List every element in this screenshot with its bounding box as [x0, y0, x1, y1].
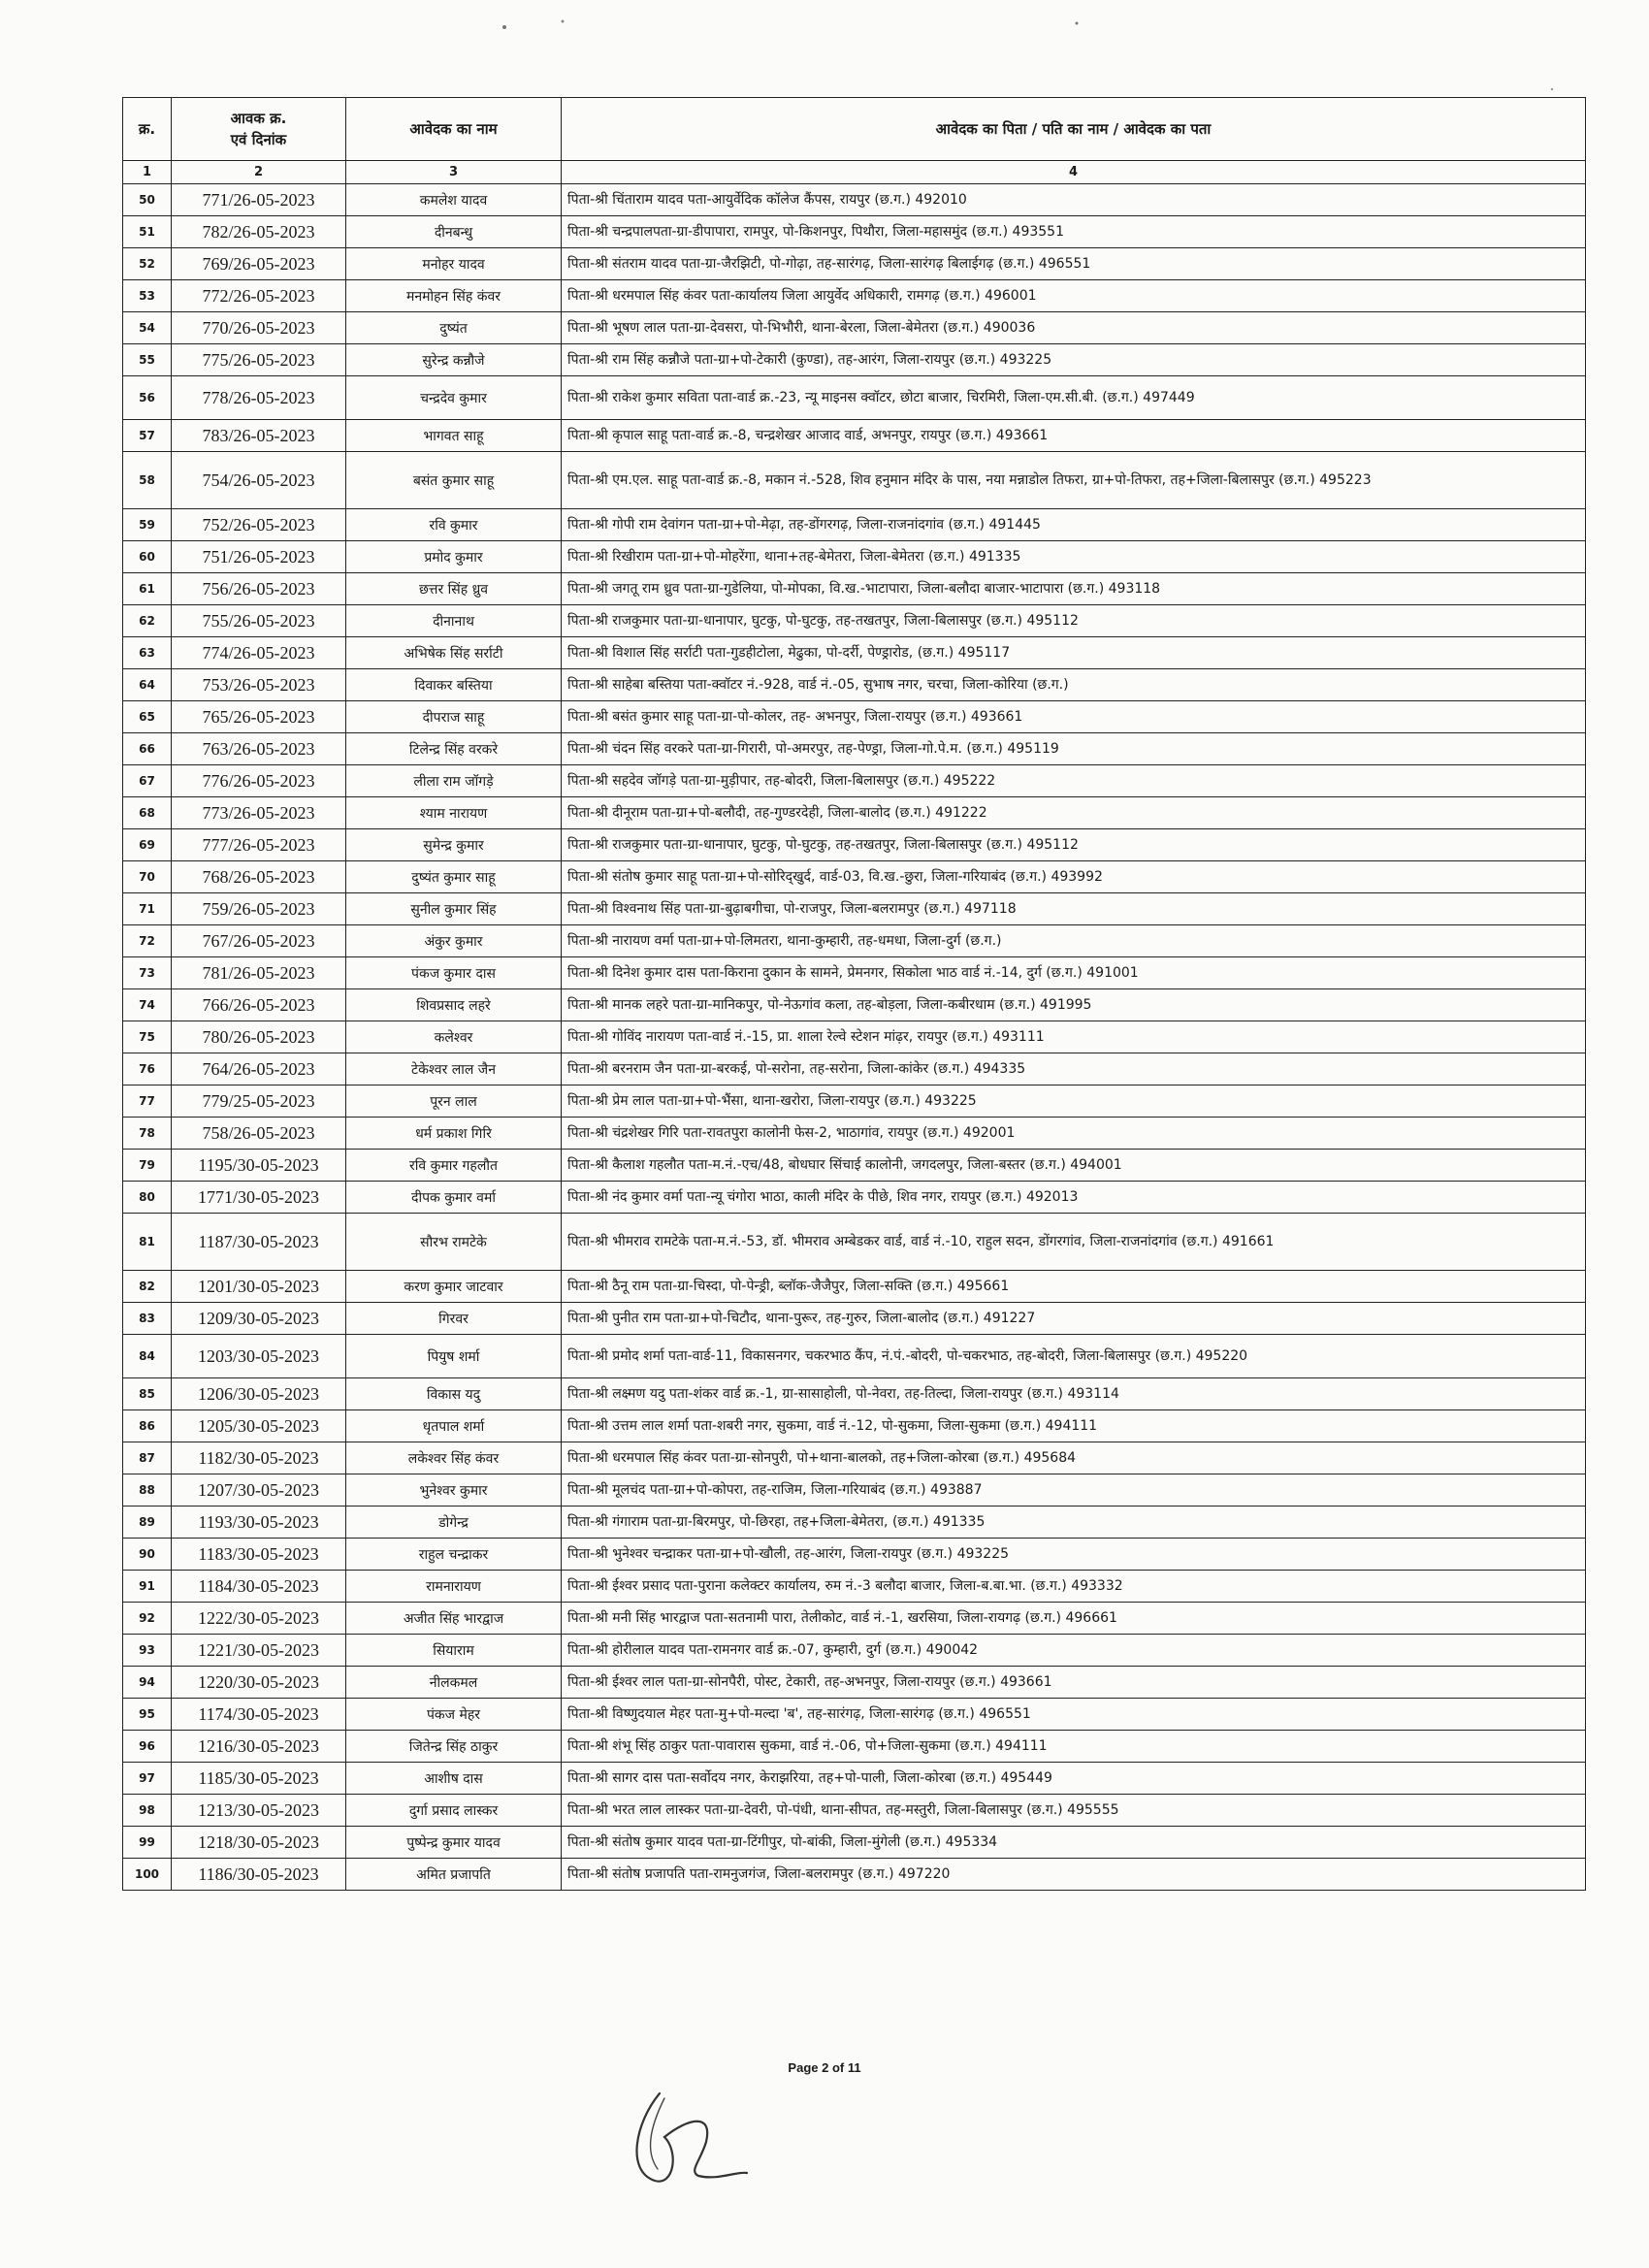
- column-number: 4: [562, 161, 1586, 184]
- applicant-name-cell: अंकुर कुमार: [346, 925, 562, 957]
- serial-number-cell: 66: [123, 733, 172, 765]
- inward-number-cell: 1222/30-05-2023: [172, 1603, 346, 1635]
- table-row: [123, 1442, 1586, 1474]
- table-row: [123, 925, 1586, 957]
- table-row: [123, 669, 1586, 701]
- table-row: [123, 1827, 1586, 1859]
- father-address-cell: पिता-श्री लक्ष्मण यदु पता-शंकर वार्ड क्र.-1, ग्रा-सासाहोली, पो-नेवरा, तह-तिल्दा, जिला-रायपुर (छ.ग.) 493114: [562, 1378, 1586, 1410]
- signature: [621, 2084, 766, 2195]
- inward-number-cell: 782/26-05-2023: [172, 216, 346, 248]
- applicant-name-cell: दीपक कुमार वर्मा: [346, 1182, 562, 1214]
- table-row: [123, 509, 1586, 541]
- inward-number-cell: 1221/30-05-2023: [172, 1635, 346, 1667]
- applicant-name-cell: रवि कुमार गहलौत: [346, 1150, 562, 1182]
- table-row: [123, 829, 1586, 861]
- applicant-name-cell: धर्म प्रकाश गिरि: [346, 1118, 562, 1150]
- inward-number-cell: 780/26-05-2023: [172, 1021, 346, 1053]
- table-row: [123, 184, 1586, 216]
- inward-number-cell: 756/26-05-2023: [172, 573, 346, 605]
- father-address-cell: पिता-श्री उत्तम लाल शर्मा पता-शबरी नगर, सुकमा, वार्ड नं.-12, पो-सुकमा, जिला-सुकमा (छ.ग.) 494111: [562, 1410, 1586, 1442]
- father-address-cell: पिता-श्री गंगाराम पता-ग्रा-बिरमपुर, पो-छिरहा, तह+जिला-बेमेतरा, (छ.ग.) 491335: [562, 1507, 1586, 1539]
- inward-number-cell: 1205/30-05-2023: [172, 1410, 346, 1442]
- serial-number-cell: 72: [123, 925, 172, 957]
- inward-number-cell: 776/26-05-2023: [172, 765, 346, 797]
- inward-number-cell: 1184/30-05-2023: [172, 1571, 346, 1603]
- applicant-name-cell: दुष्यंत कुमार साहू: [346, 861, 562, 893]
- father-address-cell: पिता-श्री भूषण लाल पता-ग्रा-देवसरा, पो-भिभौरी, थाना-बेरला, जिला-बेमेतरा (छ.ग.) 490036: [562, 312, 1586, 344]
- father-address-cell: पिता-श्री संतोष कुमार यादव पता-ग्रा-टिंगीपुर, पो-बांकी, जिला-मुंगेली (छ.ग.) 495334: [562, 1827, 1586, 1859]
- father-address-cell: पिता-श्री मनी सिंह भारद्वाज पता-सतनामी पारा, तेलीकोट, वार्ड नं.-1, खरसिया, जिला-रायगढ़ (छ.ग.) 496661: [562, 1603, 1586, 1635]
- serial-number-cell: 84: [123, 1335, 172, 1378]
- inward-number-cell: 752/26-05-2023: [172, 509, 346, 541]
- father-address-cell: पिता-श्री पुनीत राम पता-ग्रा+पो-चिटौद, थाना-पुरूर, तह-गुरुर, जिला-बालोद (छ.ग.) 491227: [562, 1303, 1586, 1335]
- applicant-name-cell: अजीत सिंह भारद्वाज: [346, 1603, 562, 1635]
- serial-number-cell: 78: [123, 1118, 172, 1150]
- serial-number-cell: 75: [123, 1021, 172, 1053]
- inward-number-cell: 778/26-05-2023: [172, 376, 346, 420]
- inward-number-cell: 1195/30-05-2023: [172, 1150, 346, 1182]
- serial-number-cell: 77: [123, 1085, 172, 1118]
- inward-number-cell: 1201/30-05-2023: [172, 1271, 346, 1303]
- table-row: [123, 1667, 1586, 1699]
- inward-number-cell: 751/26-05-2023: [172, 541, 346, 573]
- father-address-cell: पिता-श्री मूलचंद पता-ग्रा+पो-कोपरा, तह-राजिम, जिला-गरियाबंद (छ.ग.) 493887: [562, 1474, 1586, 1507]
- father-address-cell: पिता-श्री दीनूराम पता-ग्रा+पो-बलौदी, तह-गुण्डरदेही, जिला-बालोद (छ.ग.) 491222: [562, 797, 1586, 829]
- serial-number-cell: 93: [123, 1635, 172, 1667]
- serial-number-cell: 64: [123, 669, 172, 701]
- serial-number-cell: 73: [123, 957, 172, 989]
- applicant-name-cell: डोगेन्द्र: [346, 1507, 562, 1539]
- serial-number-cell: 81: [123, 1214, 172, 1271]
- father-address-cell: पिता-श्री राजकुमार पता-ग्रा-धानापार, घुटकु, पो-घुटकु, तह-तखतपुर, जिला-बिलासपुर (छ.ग.) 495112: [562, 605, 1586, 637]
- inward-number-cell: 770/26-05-2023: [172, 312, 346, 344]
- father-address-cell: पिता-श्री चंद्रशेखर गिरि पता-रावतपुरा कालोनी फेस-2, भाठागांव, रायपुर (छ.ग.) 492001: [562, 1118, 1586, 1150]
- inward-number-cell: 773/26-05-2023: [172, 797, 346, 829]
- table-row: [123, 1150, 1586, 1182]
- applicant-name-cell: अभिषेक सिंह सर्राटी: [346, 637, 562, 669]
- serial-number-cell: 53: [123, 280, 172, 312]
- serial-number-cell: 58: [123, 452, 172, 509]
- applicant-name-cell: टिलेन्द्र सिंह वरकरे: [346, 733, 562, 765]
- father-address-cell: पिता-श्री राजकुमार पता-ग्रा-धानापार, घुटकु, पो-घुटकु, तह-तखतपुर, जिला-बिलासपुर (छ.ग.) 495112: [562, 829, 1586, 861]
- inward-number-cell: 753/26-05-2023: [172, 669, 346, 701]
- serial-number-cell: 90: [123, 1539, 172, 1571]
- inward-number-cell: 774/26-05-2023: [172, 637, 346, 669]
- father-address-cell: पिता-श्री विश्वनाथ सिंह पता-ग्रा-बुढ़ाबगीचा, पो-राजपुर, जिला-बलरामपुर (छ.ग.) 497118: [562, 893, 1586, 925]
- table-row: [123, 1271, 1586, 1303]
- inward-number-cell: 781/26-05-2023: [172, 957, 346, 989]
- column-number-row: [123, 161, 1586, 184]
- serial-number-cell: 69: [123, 829, 172, 861]
- table-row: [123, 376, 1586, 420]
- inward-number-cell: 1207/30-05-2023: [172, 1474, 346, 1507]
- serial-number-cell: 71: [123, 893, 172, 925]
- inward-number-cell: 1213/30-05-2023: [172, 1795, 346, 1827]
- applicant-name-cell: आशीष दास: [346, 1763, 562, 1795]
- page-number: Page 2 of 11: [788, 2060, 861, 2075]
- applicant-name-cell: रवि कुमार: [346, 509, 562, 541]
- applicant-name-cell: गिरवर: [346, 1303, 562, 1335]
- applicant-name-cell: दुर्गा प्रसाद लास्कर: [346, 1795, 562, 1827]
- father-address-cell: पिता-श्री रिखीराम पता-ग्रा+पो-मोहरेंगा, थाना+तह-बेमेतरा, जिला-बेमेतरा (छ.ग.) 491335: [562, 541, 1586, 573]
- father-address-cell: पिता-श्री कैलाश गहलौत पता-म.नं.-एच/48, बोधघार सिंचाई कालोनी, जगदलपुर, जिला-बस्तर (छ.ग.) 494001: [562, 1150, 1586, 1182]
- applicant-name-cell: दीनानाथ: [346, 605, 562, 637]
- serial-number-cell: 87: [123, 1442, 172, 1474]
- father-address-cell: पिता-श्री सागर दास पता-सर्वोदय नगर, केराझरिया, तह+पो-पाली, जिला-कोरबा (छ.ग.) 495449: [562, 1763, 1586, 1795]
- inward-number-cell: 771/26-05-2023: [172, 184, 346, 216]
- father-address-cell: पिता-श्री राम सिंह कन्नौजे पता-ग्रा+पो-टेकारी (कुण्डा), तह-आरंग, जिला-रायपुर (छ.ग.) 493225: [562, 344, 1586, 376]
- serial-number-cell: 91: [123, 1571, 172, 1603]
- inward-number-cell: 767/26-05-2023: [172, 925, 346, 957]
- applicant-name-cell: लीला राम जॉगड़े: [346, 765, 562, 797]
- father-address-cell: पिता-श्री भरत लाल लास्कर पता-ग्रा-देवरी, पो-पंधी, थाना-सीपत, तह-मस्तुरी, जिला-बिलासपुर (छ.ग.) 495555: [562, 1795, 1586, 1827]
- inward-number-cell: 1187/30-05-2023: [172, 1214, 346, 1271]
- column-number: 2: [172, 161, 346, 184]
- applicant-name-cell: शिवप्रसाद लहरे: [346, 989, 562, 1021]
- applicant-name-cell: श्याम नारायण: [346, 797, 562, 829]
- applicant-name-cell: पूरन लाल: [346, 1085, 562, 1118]
- inward-number-cell: 1771/30-05-2023: [172, 1182, 346, 1214]
- serial-number-cell: 82: [123, 1271, 172, 1303]
- header-inward-no-date: [172, 98, 346, 161]
- serial-number-cell: 94: [123, 1667, 172, 1699]
- serial-number-cell: 55: [123, 344, 172, 376]
- applicant-name-cell: पियुष शर्मा: [346, 1335, 562, 1378]
- father-address-cell: पिता-श्री सहदेव जॉगड़े पता-ग्रा-मुड़ीपार, तह-बोदरी, जिला-बिलासपुर (छ.ग.) 495222: [562, 765, 1586, 797]
- inward-number-cell: 754/26-05-2023: [172, 452, 346, 509]
- table-row: [123, 765, 1586, 797]
- applicant-name-cell: दिवाकर बस्तिया: [346, 669, 562, 701]
- serial-number-cell: 59: [123, 509, 172, 541]
- applicant-name-cell: कलेश्वर: [346, 1021, 562, 1053]
- serial-number-cell: 80: [123, 1182, 172, 1214]
- serial-number-cell: 52: [123, 248, 172, 280]
- applicant-name-cell: मनोहर यादव: [346, 248, 562, 280]
- applicant-name-cell: चन्द्रदेव कुमार: [346, 376, 562, 420]
- table-row: [123, 1118, 1586, 1150]
- applicant-name-cell: दीपराज साहू: [346, 701, 562, 733]
- header-inward-line1: आवक क्र.: [230, 110, 287, 127]
- serial-number-cell: 51: [123, 216, 172, 248]
- father-address-cell: पिता-श्री गोपी राम देवांगन पता-ग्रा+पो-मेढ़ा, तह-डोंगरगढ़, जिला-राजनांदगांव (छ.ग.) 491445: [562, 509, 1586, 541]
- table-row: [123, 1335, 1586, 1378]
- serial-number-cell: 57: [123, 420, 172, 452]
- table-body: [123, 184, 1586, 1891]
- inward-number-cell: 1186/30-05-2023: [172, 1859, 346, 1891]
- table-header-row: [123, 98, 1586, 161]
- inward-number-cell: 759/26-05-2023: [172, 893, 346, 925]
- inward-number-cell: 772/26-05-2023: [172, 280, 346, 312]
- table-row: [123, 1474, 1586, 1507]
- father-address-cell: पिता-श्री प्रेम लाल पता-ग्रा+पो-भैंसा, थाना-खरोरा, जिला-रायपुर (छ.ग.) 493225: [562, 1085, 1586, 1118]
- serial-number-cell: 92: [123, 1603, 172, 1635]
- father-address-cell: पिता-श्री बसंत कुमार साहू पता-ग्रा-पो-कोलर, तह- अभनपुर, जिला-रायपुर (छ.ग.) 493661: [562, 701, 1586, 733]
- inward-number-cell: 755/26-05-2023: [172, 605, 346, 637]
- table-row: [123, 1795, 1586, 1827]
- column-number: 1: [123, 161, 172, 184]
- father-address-cell: पिता-श्री कृपाल साहू पता-वार्ड क्र.-8, चन्द्रशेखर आजाद वार्ड, अभनपुर, रायपुर (छ.ग.) 493661: [562, 420, 1586, 452]
- table-row: [123, 1053, 1586, 1085]
- applicant-name-cell: दुष्यंत: [346, 312, 562, 344]
- table-row: [123, 1539, 1586, 1571]
- serial-number-cell: 62: [123, 605, 172, 637]
- father-address-cell: पिता-श्री संतोष प्रजापति पता-रामनुजगंज, जिला-बलरामपुर (छ.ग.) 497220: [562, 1859, 1586, 1891]
- inward-number-cell: 1203/30-05-2023: [172, 1335, 346, 1378]
- serial-number-cell: 95: [123, 1699, 172, 1731]
- table-row: [123, 605, 1586, 637]
- serial-number-cell: 89: [123, 1507, 172, 1539]
- table-row: [123, 541, 1586, 573]
- table-row: [123, 1571, 1586, 1603]
- inward-number-cell: 1206/30-05-2023: [172, 1378, 346, 1410]
- father-address-cell: पिता-श्री धरमपाल सिंह कंवर पता-कार्यालय जिला आयुर्वेद अधिकारी, रामगढ़ (छ.ग.) 496001: [562, 280, 1586, 312]
- table-row: [123, 1859, 1586, 1891]
- applicant-name-cell: लकेश्वर सिंह कंवर: [346, 1442, 562, 1474]
- inward-number-cell: 1220/30-05-2023: [172, 1667, 346, 1699]
- table-row: [123, 797, 1586, 829]
- serial-number-cell: 100: [123, 1859, 172, 1891]
- table-row: [123, 1021, 1586, 1053]
- applicant-name-cell: प्रमोद कुमार: [346, 541, 562, 573]
- father-address-cell: पिता-श्री नारायण वर्मा पता-ग्रा+पो-लिमतरा, थाना-कुम्हारी, तह-धमधा, जिला-दुर्ग (छ.ग.): [562, 925, 1586, 957]
- serial-number-cell: 99: [123, 1827, 172, 1859]
- table-row: [123, 1410, 1586, 1442]
- father-address-cell: पिता-श्री दिनेश कुमार दास पता-किराना दुकान के सामने, प्रेमनगर, सिकोला भाठ वार्ड नं.-14, दुर्ग (छ.ग.) 491001: [562, 957, 1586, 989]
- applicant-name-cell: राहुल चन्द्राकर: [346, 1539, 562, 1571]
- table-row: [123, 1085, 1586, 1118]
- applicant-name-cell: भुनेश्वर कुमार: [346, 1474, 562, 1507]
- table-row: [123, 1214, 1586, 1271]
- table-row: [123, 637, 1586, 669]
- father-address-cell: पिता-श्री ईश्वर प्रसाद पता-पुराना कलेक्टर कार्यालय, रुम नं.-3 बलौदा बाजार, जिला-ब.बा.भा. (छ.ग.) 493332: [562, 1571, 1586, 1603]
- applicant-name-cell: सौरभ रामटेके: [346, 1214, 562, 1271]
- table-row: [123, 989, 1586, 1021]
- table-row: [123, 280, 1586, 312]
- inward-number-cell: 1193/30-05-2023: [172, 1507, 346, 1539]
- serial-number-cell: 74: [123, 989, 172, 1021]
- father-address-cell: पिता-श्री ठैनू राम पता-ग्रा-चिस्दा, पो-पेन्ड्री, ब्लॉक-जैजैपुर, जिला-सक्ति (छ.ग.) 495661: [562, 1271, 1586, 1303]
- applicant-name-cell: रामनारायण: [346, 1571, 562, 1603]
- father-address-cell: पिता-श्री चन्द्रपालपता-ग्रा-डीपापारा, रामपुर, पो-किशनपुर, पिथौरा, जिला-महासमुंद (छ.ग.) 493551: [562, 216, 1586, 248]
- applicant-name-cell: बसंत कुमार साहू: [346, 452, 562, 509]
- table-row: [123, 1182, 1586, 1214]
- serial-number-cell: 61: [123, 573, 172, 605]
- applicant-name-cell: अमित प्रजापति: [346, 1859, 562, 1891]
- father-address-cell: पिता-श्री साहेबा बस्तिया पता-क्वॉटर नं.-928, वार्ड नं.-05, सुभाष नगर, चरचा, जिला-कोरिया (छ.ग.): [562, 669, 1586, 701]
- father-address-cell: पिता-श्री शंभू सिंह ठाकुर पता-पावारास सुकमा, वार्ड नं.-06, पो+जिला-सुकमा (छ.ग.) 494111: [562, 1731, 1586, 1763]
- applicant-name-cell: सुरेन्द्र कन्नौजे: [346, 344, 562, 376]
- father-address-cell: पिता-श्री विशाल सिंह सर्राटी पता-गुडहीटोला, मेढुका, पो-दर्री, पेण्ड्रारोड, (छ.ग.) 495117: [562, 637, 1586, 669]
- table-row: [123, 1378, 1586, 1410]
- applicant-name-cell: कमलेश यादव: [346, 184, 562, 216]
- serial-number-cell: 96: [123, 1731, 172, 1763]
- serial-number-cell: 97: [123, 1763, 172, 1795]
- table-row: [123, 1603, 1586, 1635]
- applicant-name-cell: मनमोहन सिंह कंवर: [346, 280, 562, 312]
- father-address-cell: पिता-श्री जगतू राम ध्रुव पता-ग्रा-गुडेलिया, पो-मोपका, वि.ख.-भाटापारा, जिला-बलौदा बाजार-भाटापारा (छ.ग.) 493118: [562, 573, 1586, 605]
- serial-number-cell: 79: [123, 1150, 172, 1182]
- applicant-name-cell: भागवत साहू: [346, 420, 562, 452]
- father-address-cell: पिता-श्री धरमपाल सिंह कंवर पता-ग्रा-सोनपुरी, पो+थाना-बालको, तह+जिला-कोरबा (छ.ग.) 495684: [562, 1442, 1586, 1474]
- header-applicant-name: आवेदक का नाम: [346, 98, 562, 161]
- table-row: [123, 861, 1586, 893]
- inward-number-cell: 1182/30-05-2023: [172, 1442, 346, 1474]
- header-father-address: आवेदक का पिता / पति का नाम / आवेदक का पता: [562, 98, 1586, 161]
- father-address-cell: पिता-श्री संतोष कुमार साहू पता-ग्रा+पो-सोरिद्खुर्द, वार्ड-03, वि.ख.-छुरा, जिला-गरियाबंद (छ.ग.) 493992: [562, 861, 1586, 893]
- father-address-cell: पिता-श्री प्रमोद शर्मा पता-वार्ड-11, विकासनगर, चकरभाठ कैंप, नं.पं.-बोदरी, पो-चकरभाठ, तह-बोदरी, जिला-बिलासपुर (छ.ग.) 495220: [562, 1335, 1586, 1378]
- father-address-cell: पिता-श्री संतराम यादव पता-ग्रा-जैरझिटी, पो-गोढ़ा, तह-सारंगढ़, जिला-सारंगढ़ बिलाईगढ़ (छ.ग.) 496551: [562, 248, 1586, 280]
- inward-number-cell: 763/26-05-2023: [172, 733, 346, 765]
- table-row: [123, 573, 1586, 605]
- inward-number-cell: 766/26-05-2023: [172, 989, 346, 1021]
- serial-number-cell: 86: [123, 1410, 172, 1442]
- column-number: 3: [346, 161, 562, 184]
- father-address-cell: पिता-श्री नंद कुमार वर्मा पता-न्यू चंगोरा भाठा, काली मंदिर के पीछे, शिव नगर, रायपुर (छ.ग.) 492013: [562, 1182, 1586, 1214]
- father-address-cell: पिता-श्री राकेश कुमार सविता पता-वार्ड क्र.-23, न्यू माइनस क्वॉटर, छोटा बाजार, चिरमिरी, जिला-एम.सी.बी. (छ.ग.) 497449: [562, 376, 1586, 420]
- header-serial: क्र.: [123, 98, 172, 161]
- serial-number-cell: 50: [123, 184, 172, 216]
- table-row: [123, 216, 1586, 248]
- father-address-cell: पिता-श्री चिंताराम यादव पता-आयुर्वेदिक कॉलेज कैंपस, रायपुर (छ.ग.) 492010: [562, 184, 1586, 216]
- father-address-cell: पिता-श्री मानक लहरे पता-ग्रा-मानिकपुर, पो-नेऊगांव कला, तह-बोड़ला, जिला-कबीरधाम (छ.ग.) 491995: [562, 989, 1586, 1021]
- father-address-cell: पिता-श्री विष्णुदयाल मेहर पता-मु+पो-मल्दा 'ब', तह-सारंगढ़, जिला-सारंगढ़ (छ.ग.) 496551: [562, 1699, 1586, 1731]
- inward-number-cell: 768/26-05-2023: [172, 861, 346, 893]
- serial-number-cell: 76: [123, 1053, 172, 1085]
- applicant-name-cell: पंकज कुमार दास: [346, 957, 562, 989]
- table-row: [123, 248, 1586, 280]
- header-inward-line2: एवं दिनांक: [230, 131, 287, 148]
- inward-number-cell: 1216/30-05-2023: [172, 1731, 346, 1763]
- applicant-name-cell: पंकज मेहर: [346, 1699, 562, 1731]
- serial-number-cell: 98: [123, 1795, 172, 1827]
- inward-number-cell: 1174/30-05-2023: [172, 1699, 346, 1731]
- applicant-name-cell: टेकेश्वर लाल जैन: [346, 1053, 562, 1085]
- applicant-table: [122, 97, 1586, 1891]
- inward-number-cell: 777/26-05-2023: [172, 829, 346, 861]
- serial-number-cell: 68: [123, 797, 172, 829]
- serial-number-cell: 83: [123, 1303, 172, 1335]
- table-row: [123, 957, 1586, 989]
- applicant-name-cell: सियाराम: [346, 1635, 562, 1667]
- applicant-name-cell: पुष्पेन्द्र कुमार यादव: [346, 1827, 562, 1859]
- inward-number-cell: 769/26-05-2023: [172, 248, 346, 280]
- table-row: [123, 420, 1586, 452]
- father-address-cell: पिता-श्री बरनराम जैन पता-ग्रा-बरकई, पो-सरोना, तह-सरोना, जिला-कांकेर (छ.ग.) 494335: [562, 1053, 1586, 1085]
- serial-number-cell: 88: [123, 1474, 172, 1507]
- father-address-cell: पिता-श्री चंदन सिंह वरकरे पता-ग्रा-गिरारी, पो-अमरपुर, तह-पेण्ड्रा, जिला-गो.पे.म. (छ.ग.) 495119: [562, 733, 1586, 765]
- serial-number-cell: 56: [123, 376, 172, 420]
- serial-number-cell: 65: [123, 701, 172, 733]
- table-row: [123, 893, 1586, 925]
- applicant-name-cell: करण कुमार जाटवार: [346, 1271, 562, 1303]
- inward-number-cell: 779/25-05-2023: [172, 1085, 346, 1118]
- inward-number-cell: 764/26-05-2023: [172, 1053, 346, 1085]
- table-row: [123, 1507, 1586, 1539]
- applicant-name-cell: धृतपाल शर्मा: [346, 1410, 562, 1442]
- table-row: [123, 701, 1586, 733]
- inward-number-cell: 1218/30-05-2023: [172, 1827, 346, 1859]
- serial-number-cell: 67: [123, 765, 172, 797]
- applicant-name-cell: नीलकमल: [346, 1667, 562, 1699]
- father-address-cell: पिता-श्री गोविंद नारायण पता-वार्ड नं.-15, प्रा. शाला रेल्वे स्टेशन मांढ़र, रायपुर (छ.ग.) 493111: [562, 1021, 1586, 1053]
- table-row: [123, 1635, 1586, 1667]
- inward-number-cell: 765/26-05-2023: [172, 701, 346, 733]
- table-row: [123, 1303, 1586, 1335]
- table-row: [123, 344, 1586, 376]
- table-row: [123, 1699, 1586, 1731]
- table-row: [123, 452, 1586, 509]
- serial-number-cell: 54: [123, 312, 172, 344]
- inward-number-cell: 783/26-05-2023: [172, 420, 346, 452]
- serial-number-cell: 70: [123, 861, 172, 893]
- table-row: [123, 733, 1586, 765]
- applicant-name-cell: विकास यदु: [346, 1378, 562, 1410]
- father-address-cell: पिता-श्री होरीलाल यादव पता-रामनगर वार्ड क्र.-07, कुम्हारी, दुर्ग (छ.ग.) 490042: [562, 1635, 1586, 1667]
- father-address-cell: पिता-श्री ईश्वर लाल पता-ग्रा-सोनपैरी, पोस्ट, टेकारी, तह-अभनपुर, जिला-रायपुर (छ.ग.) 493661: [562, 1667, 1586, 1699]
- inward-number-cell: 1209/30-05-2023: [172, 1303, 346, 1335]
- father-address-cell: पिता-श्री भीमराव रामटेके पता-म.नं.-53, डॉ. भीमराव अम्बेडकर वार्ड, वार्ड नं.-10, राहुल सदन, डोंगरगांव, जिला-राजनांदगांव (छ.ग.) 491661: [562, 1214, 1586, 1271]
- applicant-name-cell: सुमेन्द्र कुमार: [346, 829, 562, 861]
- serial-number-cell: 60: [123, 541, 172, 573]
- inward-number-cell: 1183/30-05-2023: [172, 1539, 346, 1571]
- applicant-name-cell: जितेन्द्र सिंह ठाकुर: [346, 1731, 562, 1763]
- table-row: [123, 1763, 1586, 1795]
- father-address-cell: पिता-श्री एम.एल. साहू पता-वार्ड क्र.-8, मकान नं.-528, शिव हनुमान मंदिर के पास, नया मन्नाडोल तिफरा, ग्रा+पो-तिफरा, तह+जिला-बिलासपुर (छ.ग.) 495223: [562, 452, 1586, 509]
- table-row: [123, 1731, 1586, 1763]
- applicant-name-cell: सुनील कुमार सिंह: [346, 893, 562, 925]
- inward-number-cell: 758/26-05-2023: [172, 1118, 346, 1150]
- serial-number-cell: 63: [123, 637, 172, 669]
- applicant-name-cell: दीनबन्धु: [346, 216, 562, 248]
- serial-number-cell: 85: [123, 1378, 172, 1410]
- applicant-name-cell: छत्तर सिंह ध्रुव: [346, 573, 562, 605]
- inward-number-cell: 1185/30-05-2023: [172, 1763, 346, 1795]
- inward-number-cell: 775/26-05-2023: [172, 344, 346, 376]
- father-address-cell: पिता-श्री भुनेश्वर चन्द्राकर पता-ग्रा+पो-खौली, तह-आरंग, जिला-रायपुर (छ.ग.) 493225: [562, 1539, 1586, 1571]
- table-row: [123, 312, 1586, 344]
